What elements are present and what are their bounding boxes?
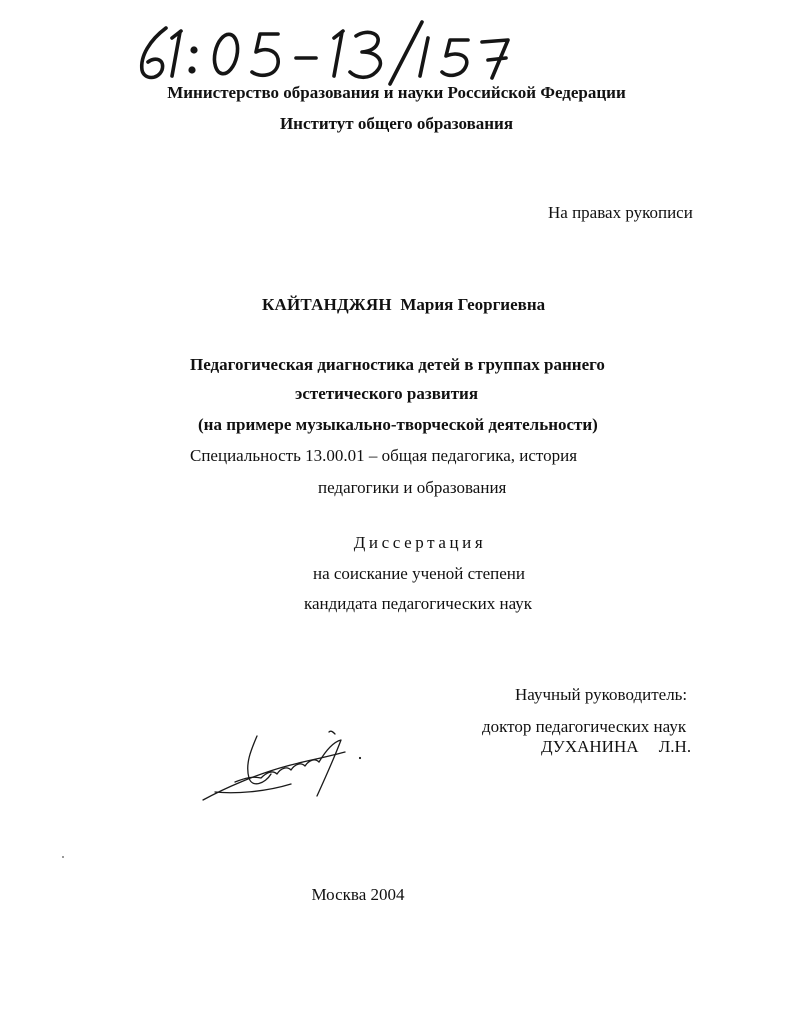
thesis-title-line-2: эстетического развития [295, 384, 479, 403]
supervisor-degree: доктор педагогических наук [482, 717, 687, 736]
supervisor-name [541, 737, 691, 757]
scan-speck [62, 856, 64, 858]
ministry-name: Министерство образования и науки Российской Федерации [167, 83, 626, 102]
degree-line-2: кандидата педагогических наук [303, 594, 533, 613]
thesis-title-line-3: (на примере музыкально-творческой деятельности) [198, 415, 598, 434]
supervisor-heading: Научный руководитель: [515, 685, 688, 704]
rights-note: На правах рукописи [548, 203, 693, 222]
degree-line-1: на соискание ученой степени [312, 564, 526, 583]
handwritten-archive-code [128, 18, 518, 88]
supervisor-initials: Л.Н. [658, 737, 692, 756]
supervisor-surname: ДУХАНИНА [541, 737, 639, 756]
city-year: Москва 2004 [311, 885, 405, 904]
author-surname: КАЙТАНДЖЯН [262, 295, 392, 314]
specialty-line-1: Специальность 13.00.01 – общая педагогика, история [190, 446, 578, 465]
author-name [262, 295, 545, 315]
institute-name: Институт общего образования [279, 114, 514, 133]
thesis-title-line-1: Педагогическая диагностика детей в группах раннего [190, 355, 605, 374]
author-given-names: Мария Георгиевна [400, 295, 546, 314]
specialty-line-2: педагогики и образования [318, 478, 507, 497]
signature-image [195, 722, 370, 807]
document-type-label: Диссертация [353, 533, 487, 552]
